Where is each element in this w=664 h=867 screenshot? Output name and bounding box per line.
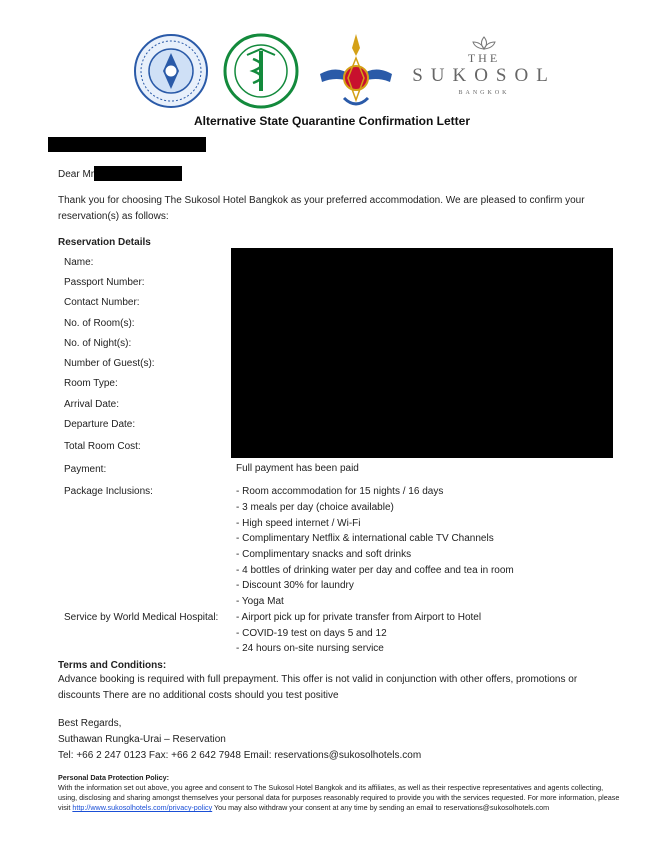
package-item: - 4 bottles of drinking water per day and coffee and tea in room <box>236 565 514 576</box>
label-nights: No. of Night(s): <box>64 338 132 349</box>
air-force-emblem-logo <box>314 30 398 114</box>
package-item: - Yoga Mat <box>236 596 284 607</box>
label-service: Service by World Medical Hospital: <box>64 612 219 623</box>
label-room-type: Room Type: <box>64 378 118 389</box>
lotus-icon <box>469 36 499 50</box>
package-item: - Complimentary snacks and soft drinks <box>236 549 412 560</box>
reservation-heading: Reservation Details <box>58 237 151 248</box>
privacy-heading: Personal Data Protection Policy: <box>58 773 170 782</box>
contact-details: Tel: +66 2 247 0123 Fax: +66 2 642 7948 Email: reservations@sukosolhotels.com <box>58 750 422 761</box>
intro-paragraph: Thank you for choosing The Sukosol Hotel Bangkok as your preferred accommodation. We are pleased to confirm your reservation(s) as follows: <box>58 195 585 222</box>
package-item: - Discount 30% for laundry <box>236 580 354 591</box>
redaction-bar <box>94 166 182 181</box>
sukosol-hotel-logo <box>404 36 564 102</box>
government-seal-logo <box>133 33 209 109</box>
label-rooms: No. of Room(s): <box>64 318 135 329</box>
brand-name: SUKOSOL <box>412 65 556 86</box>
label-arrival: Arrival Date: <box>64 399 120 410</box>
package-item: - 3 meals per day (choice available) <box>236 502 394 513</box>
privacy-text-end: You may also withdraw your consent at any time by sending an email to reservations@sukosolhotels.com <box>212 803 550 812</box>
label-total-cost: Total Room Cost: <box>64 441 141 452</box>
package-item: - Complimentary Netflix & international cable TV Channels <box>236 533 494 544</box>
label-passport: Passport Number: <box>64 277 145 288</box>
payment-value: Full payment has been paid <box>236 463 359 474</box>
label-guests: Number of Guest(s): <box>64 358 155 369</box>
label-name: Name: <box>64 257 94 268</box>
label-package: Package Inclusions: <box>64 486 153 497</box>
label-departure: Departure Date: <box>64 419 136 430</box>
brand-city: BANGKOK <box>458 90 510 96</box>
page-title: Alternative State Quarantine Confirmation Letter <box>193 114 471 128</box>
package-item: - Room accommodation for 15 nights / 16 days <box>236 486 444 497</box>
terms-text: Advance booking is required with full prepayment. This offer is not valid in conjunction with other offers, promotions or discounts There are no additional costs should you test positive <box>58 674 578 701</box>
redaction-bar <box>231 248 613 458</box>
package-item: - High speed internet / Wi-Fi <box>236 518 361 529</box>
privacy-policy-link[interactable]: http://www.sukosolhotels.com/privacy-policy <box>72 803 213 812</box>
service-item: - COVID-19 test on days 5 and 12 <box>236 628 387 639</box>
closing-regards: Best Regards, <box>58 718 122 729</box>
brand-the: THE <box>467 51 501 65</box>
service-item: - 24 hours on-site nursing service <box>236 643 384 654</box>
service-item: - Airport pick up for private transfer from Airport to Hotel <box>236 612 482 623</box>
privacy-text-start: With the information set out above, you agree and consent to The Sukosol Hotel Bangkok and its affiliates, as well as their respective representatives and agents collecting, using, disclosing and sharing amongst themselves your personal data for purposes reasonably required to provide you with the services requested. For more information, please visit <box>58 783 620 812</box>
label-payment: Payment: <box>64 464 107 475</box>
ministry-of-public-health-logo <box>223 33 299 109</box>
label-contact: Contact Number: <box>64 297 140 308</box>
privacy-text <box>58 783 624 813</box>
signer-name: Suthawan Rungka-Urai – Reservation <box>58 734 226 745</box>
salutation: Dear Mr <box>58 169 95 180</box>
terms-heading: Terms and Conditions: <box>58 660 167 671</box>
redaction-bar <box>48 137 206 152</box>
